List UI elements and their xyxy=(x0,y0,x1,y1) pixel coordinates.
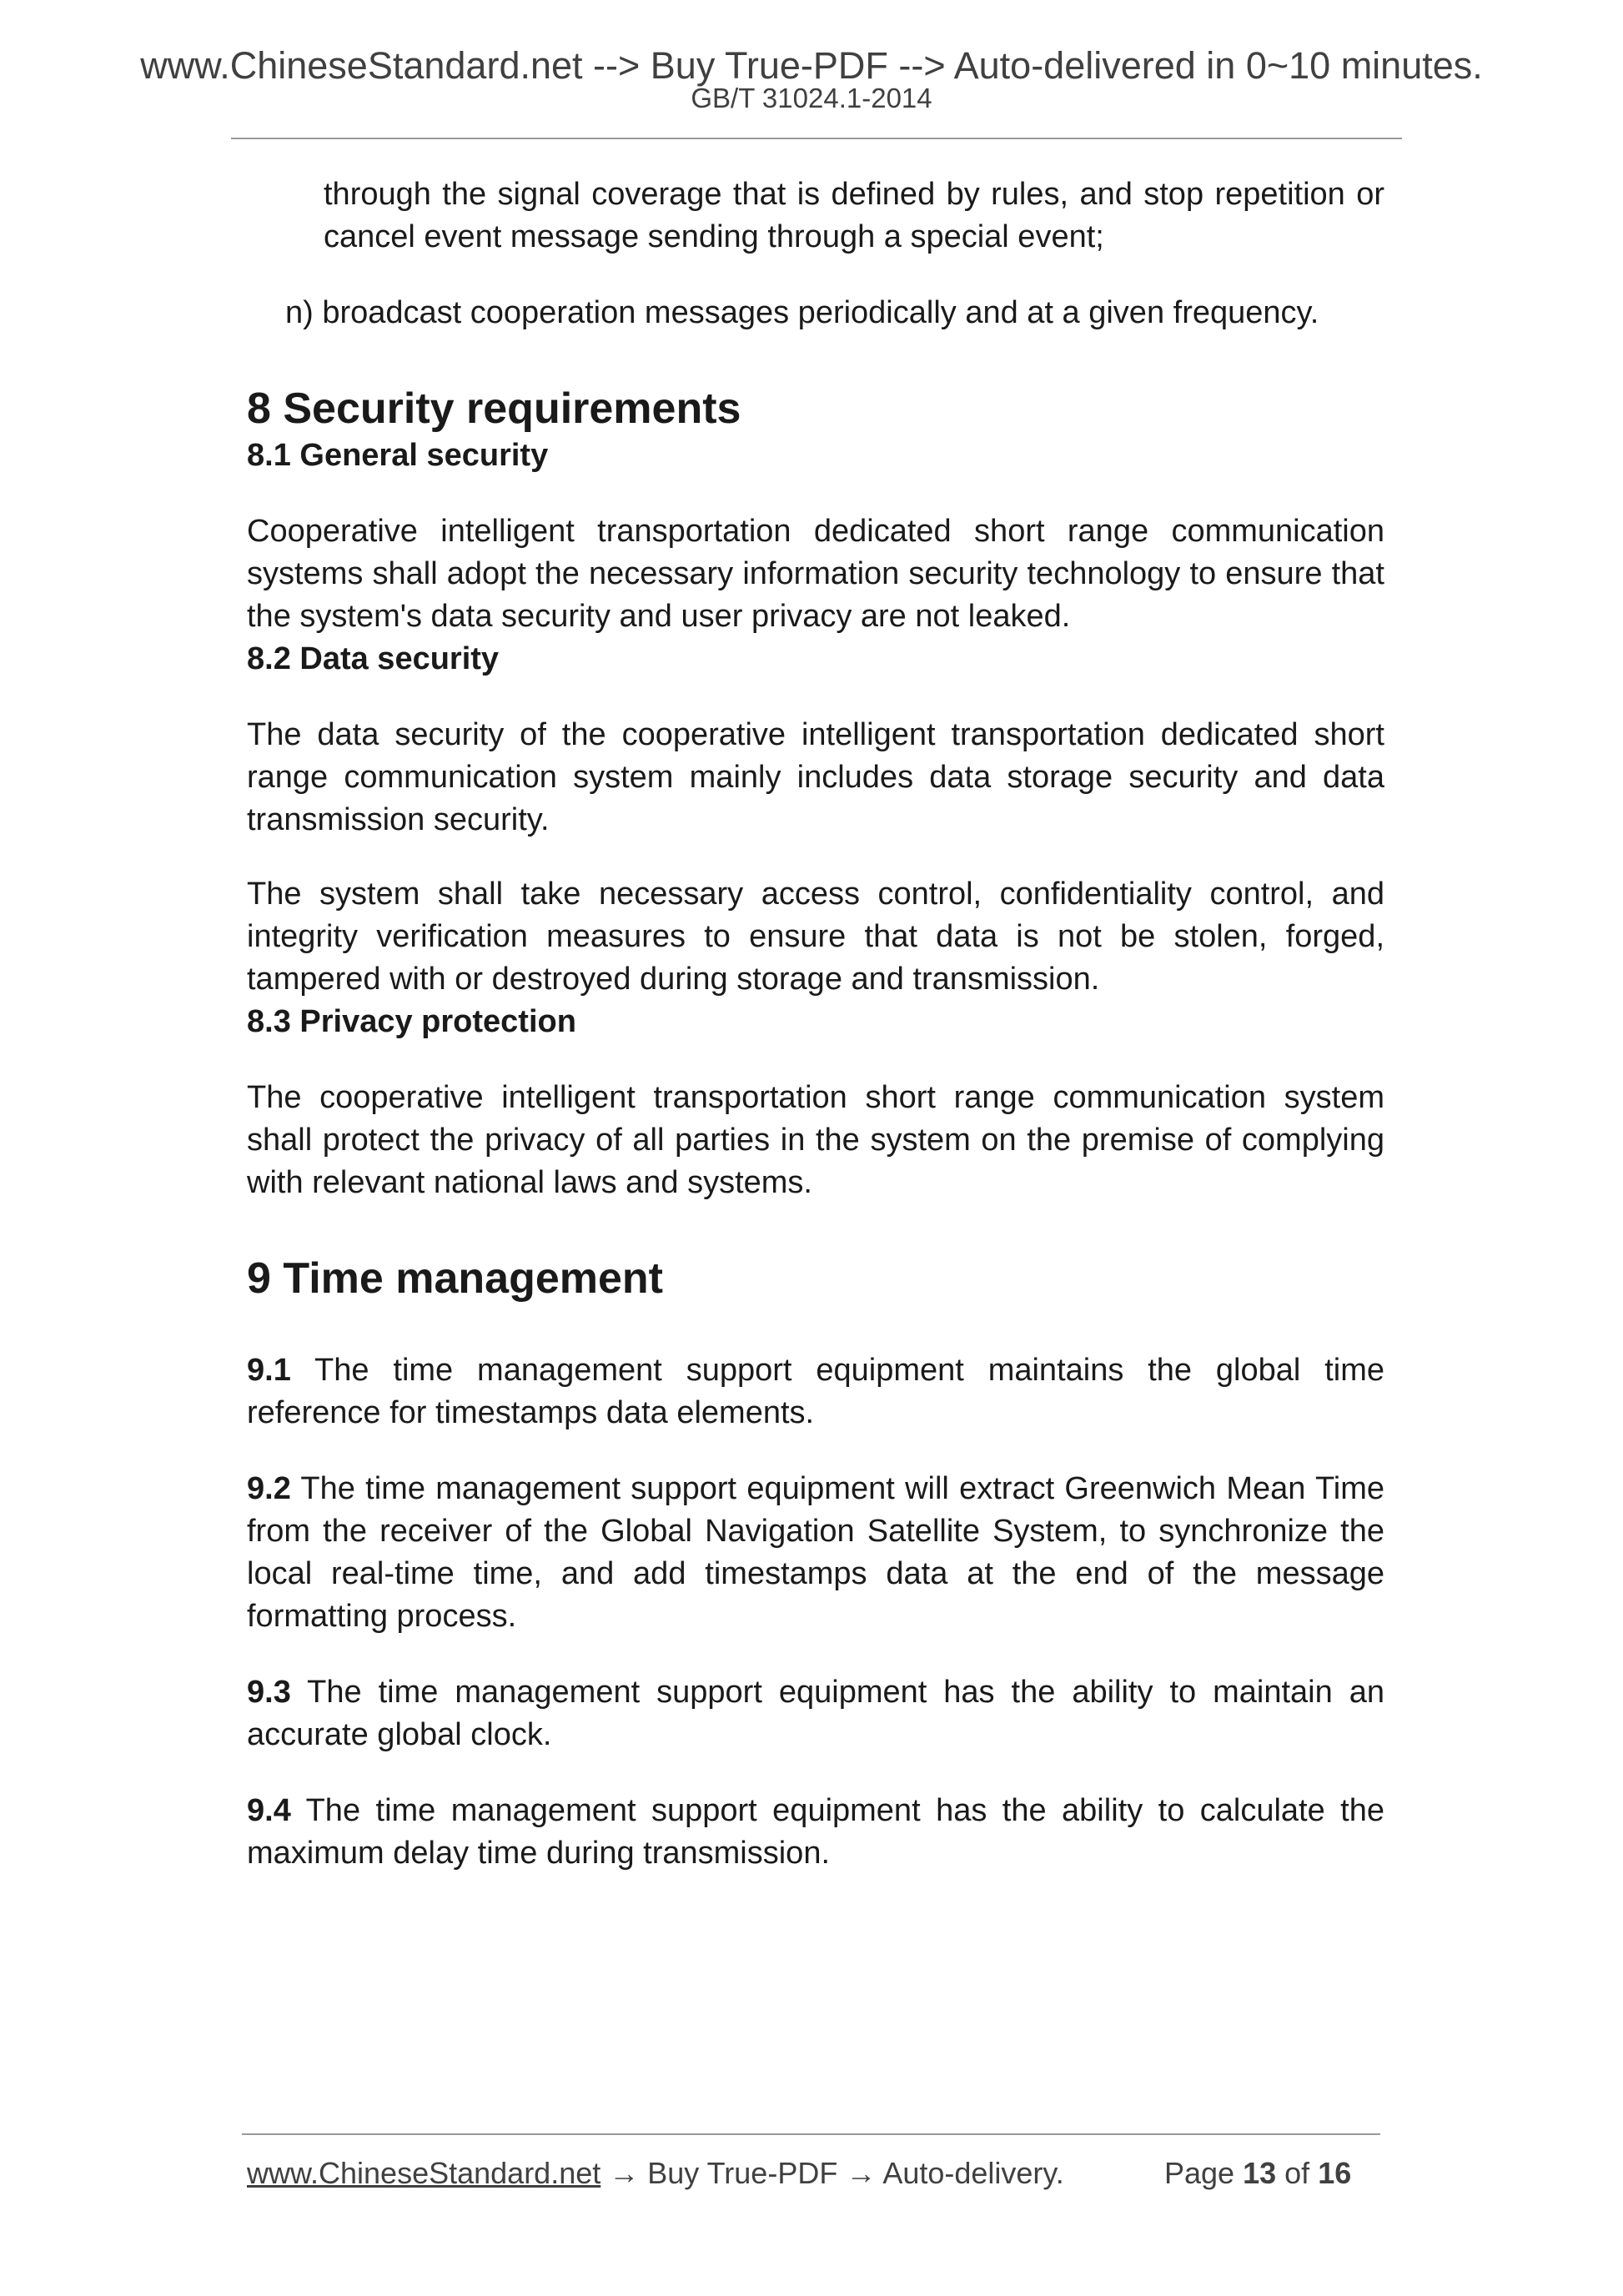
section-8-2-paragraph-2: The system shall take necessary access control, confidentiality control, and integrity verification measures to ensure that data is not be stolen, forged, tampered with or destroyed during storage and transmission. xyxy=(247,877,1384,997)
footer-promo xyxy=(247,2155,1064,2192)
clause-number: 9.1 xyxy=(247,1353,291,1388)
list-item-continuation: through the signal coverage that is defined by rules, and stop repetition or cancel event message sending through a special event; xyxy=(324,177,1384,254)
clause-9-4 xyxy=(247,1790,1384,1875)
footer-site-link[interactable]: www.ChineseStandard.net xyxy=(247,2156,601,2190)
clause-number: 9.2 xyxy=(247,1471,291,1506)
clause-text: The time management support equipment has the ability to calculate the maximum delay time during transmission. xyxy=(247,1793,1385,1871)
clause-number: 9.3 xyxy=(247,1675,291,1710)
clause-9-2 xyxy=(247,1468,1384,1638)
section-8-2-paragraph-1: The data security of the cooperative intelligent transportation dedicated short range communication system mainly includes data storage security and data transmission security. xyxy=(247,717,1384,837)
page-indicator xyxy=(1164,2155,1351,2192)
section-8-1-heading: 8.1 General security xyxy=(247,438,549,473)
page-label: Page xyxy=(1164,2156,1235,2190)
footer-divider xyxy=(242,2133,1380,2135)
clause-number: 9.4 xyxy=(247,1793,291,1828)
document-code: GB/T 31024.1-2014 xyxy=(691,83,932,113)
clause-9-3 xyxy=(247,1671,1384,1756)
section-8-2-heading: 8.2 Data security xyxy=(247,641,500,676)
current-page-number: 13 xyxy=(1243,2156,1277,2190)
section-8-3-paragraph: The cooperative intelligent transportation short range communication system shall protect the privacy of all parties in the system on the premise of complying with relevant national laws and systems. xyxy=(247,1080,1384,1200)
list-item-n: n) broadcast cooperation messages periodically and at a given frequency. xyxy=(285,295,1319,330)
site-banner: www.ChineseStandard.net --> Buy True-PDF --> Auto-delivered in 0~10 minutes. xyxy=(140,44,1483,87)
section-9-heading: 9 Time management xyxy=(247,1254,664,1303)
section-8-1-paragraph: Cooperative intelligent transportation dedicated short range communication systems shall adopt the necessary information security technology to ensure that the system's data security and user privacy are not leaked. xyxy=(247,514,1384,634)
section-8-3-heading: 8.3 Privacy protection xyxy=(247,1004,576,1039)
page-content xyxy=(247,173,1384,1875)
section-8-heading: 8 Security requirements xyxy=(247,384,741,433)
clause-9-1 xyxy=(247,1349,1384,1434)
header-divider xyxy=(231,138,1402,139)
clause-text: The time management support equipment will extract Greenwich Mean Time from the receiver of the Global Navigation Satellite System, to synchronize the local real-time time, and add timestamps data at the end of the message formatting process. xyxy=(247,1471,1384,1634)
clause-text: The time management support equipment has the ability to maintain an accurate global clock. xyxy=(247,1675,1385,1752)
clause-text: The time management support equipment maintains the global time reference for timestamps data elements. xyxy=(247,1353,1385,1430)
of-label: of xyxy=(1284,2156,1310,2190)
footer-promo-text: → Buy True-PDF → Auto-delivery. xyxy=(600,2156,1064,2190)
total-pages-number: 16 xyxy=(1318,2156,1352,2190)
